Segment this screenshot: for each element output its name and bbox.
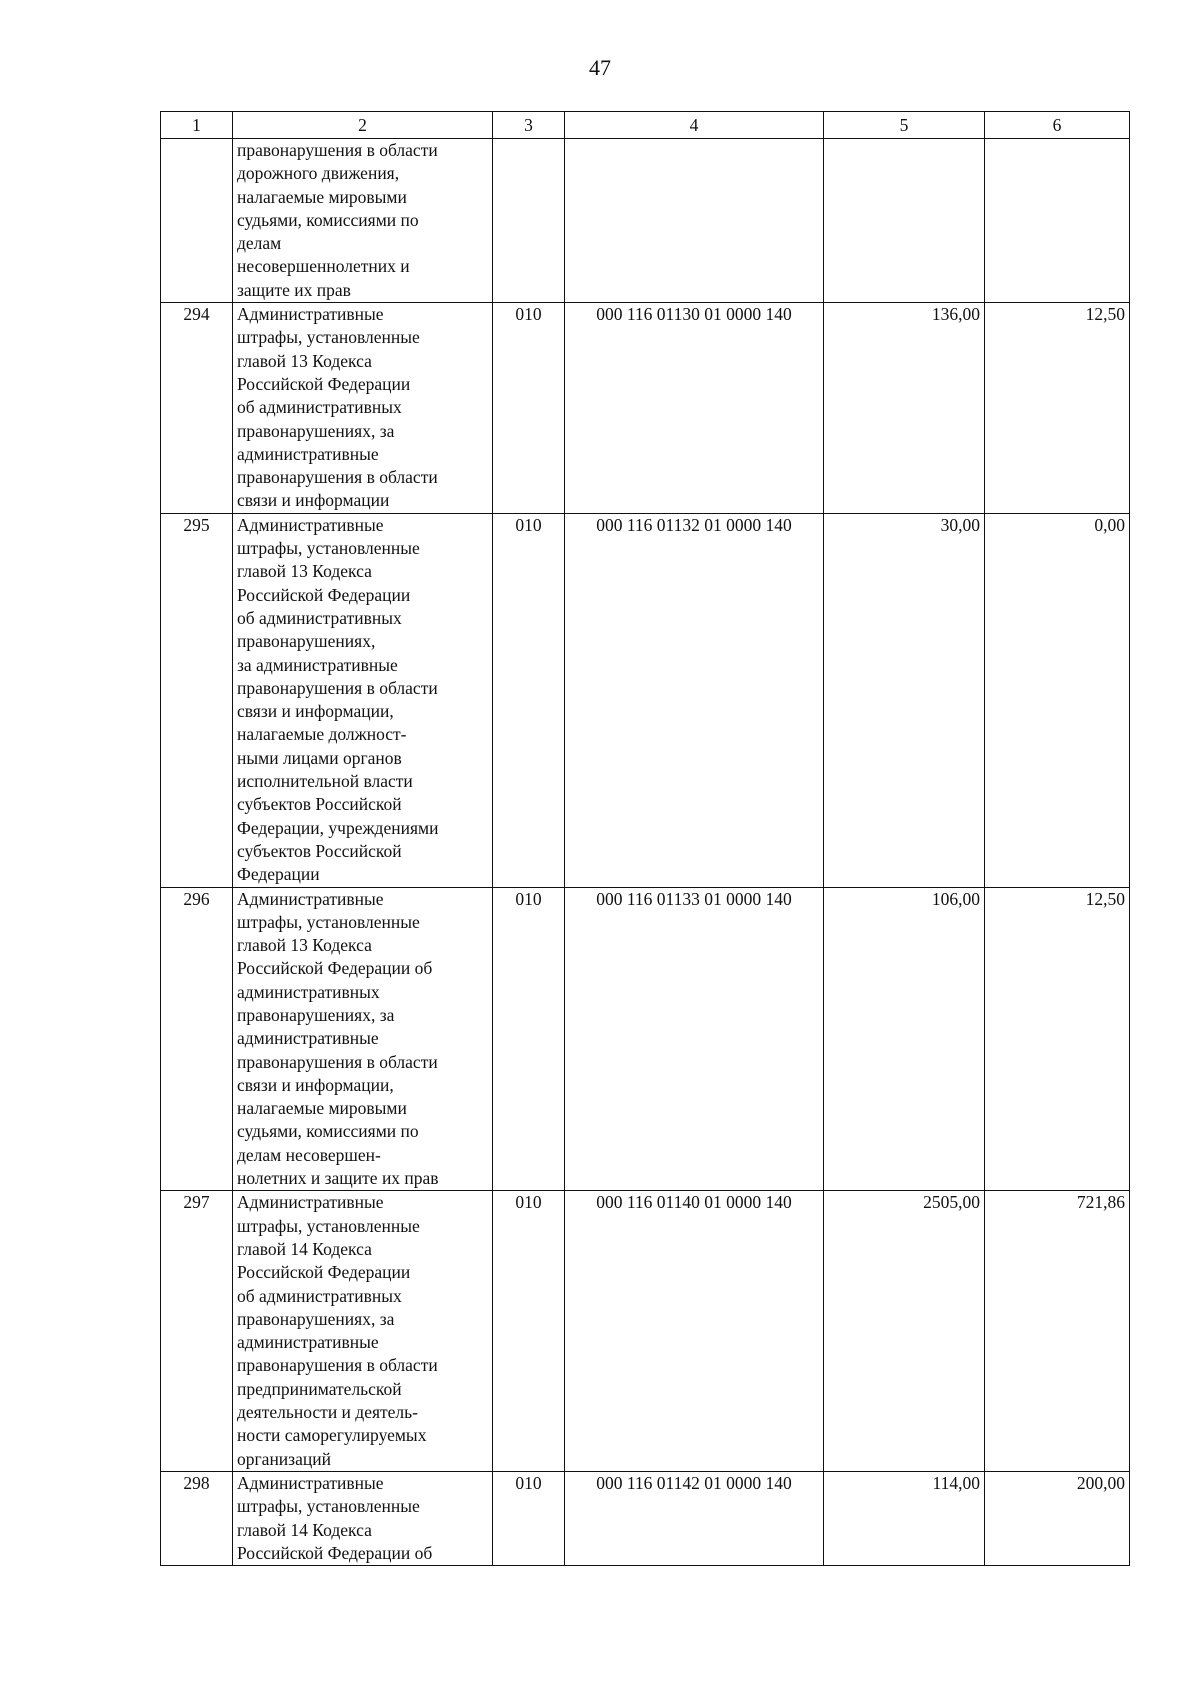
name-line: связи и информации,: [237, 701, 394, 722]
column-header-1: 1: [161, 112, 233, 139]
name-line: судьями, комиссиями по: [237, 1121, 419, 1142]
row-number-cell: 296: [161, 887, 233, 1191]
name-line: Российской Федерации об: [237, 1542, 433, 1563]
row-number-cell: 294: [161, 303, 233, 514]
table-row: [161, 139, 1130, 303]
name-line: исполнительной власти: [237, 771, 413, 792]
table-body: [161, 139, 1130, 1566]
row-name-cell: [233, 1471, 493, 1565]
name-line: главой 13 Кодекса: [237, 935, 372, 956]
name-line: штрафы, установленные: [237, 1215, 420, 1236]
name-line: дорожного движения,: [237, 163, 400, 184]
header-row: [161, 112, 1130, 139]
row-value-col5-cell: 30,00: [824, 513, 985, 887]
name-line: деятельности и деятель-: [237, 1402, 418, 1423]
column-header-6: 6: [985, 112, 1130, 139]
row-value-col5-cell: 2505,00: [824, 1191, 985, 1472]
name-line: защите их прав: [237, 279, 351, 300]
table-row: [161, 303, 1130, 514]
name-line: ности саморегулируемых: [237, 1425, 427, 1446]
name-line: судьями, комиссиями по: [237, 209, 419, 230]
name-line: субъектов Российской: [237, 794, 402, 815]
name-line: главой 13 Кодекса: [237, 561, 372, 582]
row-value-col6-cell: 12,50: [985, 303, 1130, 514]
row-value-col5-cell: 114,00: [824, 1471, 985, 1565]
row-number-cell: 295: [161, 513, 233, 887]
row-value-col6-cell: 0,00: [985, 513, 1130, 887]
name-line: Российской Федерации: [237, 373, 411, 394]
row-value-col6-cell: 12,50: [985, 887, 1130, 1191]
column-header-3: 3: [493, 112, 565, 139]
row-classification-code-cell: 000 116 01130 01 0000 140: [565, 303, 824, 514]
row-code-cell: 010: [493, 1471, 565, 1565]
name-line: Административные: [237, 514, 384, 535]
table-row: [161, 887, 1130, 1191]
name-line: правонарушениях, за: [237, 420, 395, 441]
name-line: правонарушения в области: [237, 1355, 438, 1376]
name-line: субъектов Российской: [237, 840, 402, 861]
column-header-5: 5: [824, 112, 985, 139]
row-value-col6-cell: 200,00: [985, 1471, 1130, 1565]
table-row: [161, 1191, 1130, 1472]
row-classification-code-cell: 000 116 01132 01 0000 140: [565, 513, 824, 887]
name-line: штрафы, установленные: [237, 327, 420, 348]
row-code-cell: 010: [493, 513, 565, 887]
name-line: об административных: [237, 607, 402, 628]
column-header-4: 4: [565, 112, 824, 139]
name-line: штрафы, установленные: [237, 538, 420, 559]
row-name-cell: [233, 887, 493, 1191]
name-line: Российской Федерации: [237, 584, 411, 605]
row-code-cell: [493, 139, 565, 303]
row-code-cell: 010: [493, 887, 565, 1191]
name-line: Административные: [237, 1472, 384, 1493]
name-line: делам несовершен-: [237, 1144, 381, 1165]
name-line: налагаемые мировыми: [237, 186, 407, 207]
row-value-col6-cell: 721,86: [985, 1191, 1130, 1472]
name-line: правонарушения в области: [237, 140, 438, 160]
row-value-col5-cell: 136,00: [824, 303, 985, 514]
row-number-cell: 298: [161, 1471, 233, 1565]
name-line: административных: [237, 981, 380, 1002]
row-name-cell: [233, 1191, 493, 1472]
name-line: Федерации: [237, 864, 320, 885]
name-line: главой 14 Кодекса: [237, 1519, 372, 1540]
name-line: правонарушения в области: [237, 677, 438, 698]
name-line: ными лицами органов: [237, 747, 402, 768]
name-line: административные: [237, 1028, 379, 1049]
row-name-cell: [233, 513, 493, 887]
name-line: правонарушениях, за: [237, 1004, 395, 1025]
row-number-cell: 297: [161, 1191, 233, 1472]
name-line: штрафы, установленные: [237, 911, 420, 932]
name-line: правонарушениях, за: [237, 1308, 395, 1329]
name-line: штрафы, установленные: [237, 1496, 420, 1517]
budget-table: [160, 111, 1130, 1566]
row-value-col5-cell: 106,00: [824, 887, 985, 1191]
name-line: предпринимательской: [237, 1378, 402, 1399]
table-row: [161, 1471, 1130, 1565]
name-line: об административных: [237, 1285, 402, 1306]
row-classification-code-cell: 000 116 01140 01 0000 140: [565, 1191, 824, 1472]
name-line: правонарушения в области: [237, 467, 438, 488]
name-line: делам: [237, 233, 282, 254]
name-line: связи и информации: [237, 490, 390, 511]
name-line: налагаемые должност-: [237, 724, 407, 745]
name-line: за административные: [237, 654, 398, 675]
name-line: Административные: [237, 1192, 384, 1213]
name-line: правонарушения в области: [237, 1051, 438, 1072]
row-classification-code-cell: 000 116 01133 01 0000 140: [565, 887, 824, 1191]
page-number: 47: [589, 55, 611, 80]
row-code-cell: 010: [493, 1191, 565, 1472]
row-value-col5-cell: [824, 139, 985, 303]
name-line: правонарушениях,: [237, 631, 376, 652]
name-line: Российской Федерации: [237, 1262, 411, 1283]
column-header-2: 2: [233, 112, 493, 139]
name-line: нолетних и защите их прав: [237, 1168, 439, 1189]
row-classification-code-cell: [565, 139, 824, 303]
name-line: административные: [237, 1332, 379, 1353]
name-line: Российской Федерации об: [237, 958, 433, 979]
name-line: налагаемые мировыми: [237, 1098, 407, 1119]
name-line: главой 14 Кодекса: [237, 1238, 372, 1259]
row-value-col6-cell: [985, 139, 1130, 303]
row-number-cell: [161, 139, 233, 303]
name-line: Административные: [237, 304, 384, 325]
name-line: организаций: [237, 1448, 331, 1469]
row-name-cell: [233, 303, 493, 514]
name-line: административные: [237, 443, 379, 464]
row-name-cell: [233, 139, 493, 303]
table-row: [161, 513, 1130, 887]
name-line: несовершеннолетних и: [237, 256, 410, 277]
name-line: об административных: [237, 397, 402, 418]
name-line: главой 13 Кодекса: [237, 350, 372, 371]
name-line: Административные: [237, 888, 384, 909]
name-line: Федерации, учреждениями: [237, 817, 439, 838]
row-code-cell: 010: [493, 303, 565, 514]
name-line: связи и информации,: [237, 1074, 394, 1095]
row-classification-code-cell: 000 116 01142 01 0000 140: [565, 1471, 824, 1565]
